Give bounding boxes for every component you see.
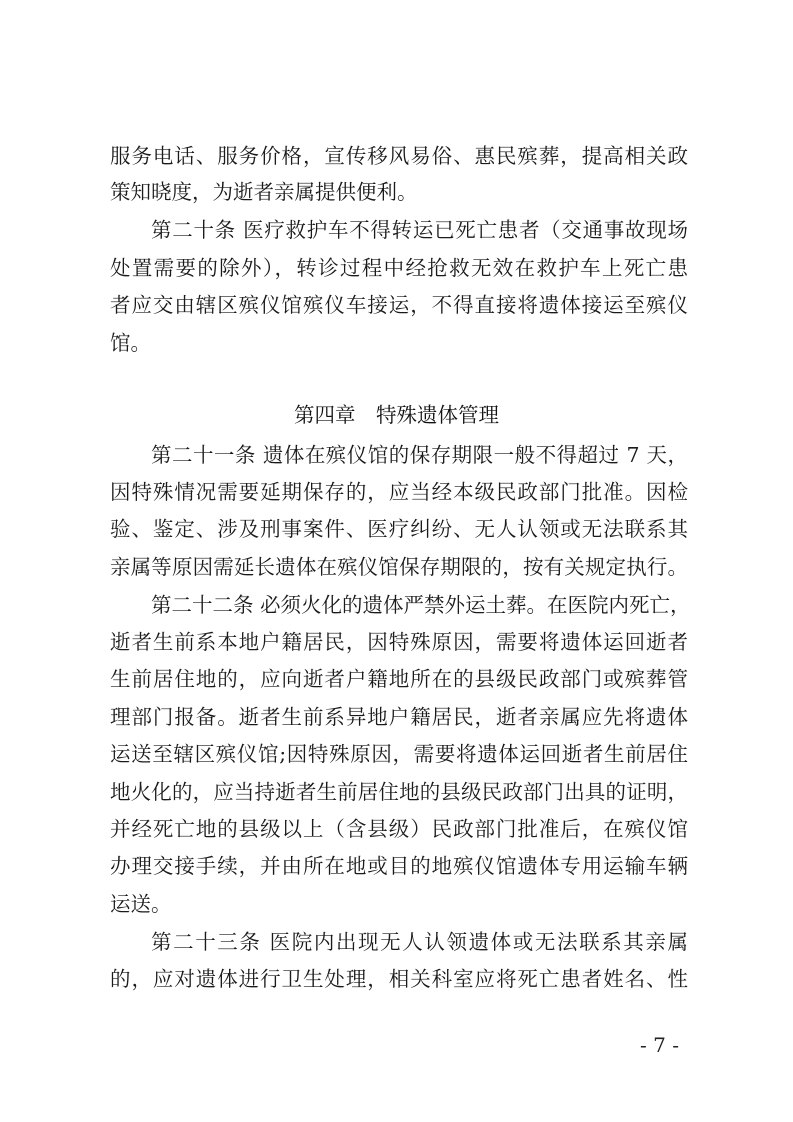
article-20-line: 第二十条 医疗救护车不得转运已死亡患者（交通事故现场 bbox=[151, 218, 688, 242]
article-22-line: 第二十二条 必须火化的遗体严禁外运土葬。在医院内死亡， bbox=[151, 593, 691, 617]
body-line: 生前居住地的，应向逝者户籍地所在的县级民政部门或殡葬管 bbox=[110, 667, 688, 691]
body-line: 逝者生前系本地户籍居民，因特殊原因，需要将遗体运回逝者 bbox=[110, 630, 688, 654]
article-23-line: 第二十三条 医院内出现无人认领遗体或无法联系其亲属 bbox=[151, 930, 688, 954]
body-line: 办理交接手续，并由所在地或目的地殡仪馆遗体专用运输车辆 bbox=[110, 854, 688, 878]
body-line: 的，应对遗体进行卫生处理，相关科室应将死亡患者姓名、性 bbox=[110, 967, 688, 991]
body-line: 处置需要的除外），转诊过程中经抢救无效在救护车上死亡患 bbox=[110, 256, 688, 280]
page-number: - 7 - bbox=[640, 1033, 679, 1057]
chapter-heading: 第四章 特殊遗体管理 bbox=[294, 403, 499, 427]
body-line: 策知晓度，为逝者亲属提供便利。 bbox=[110, 180, 418, 204]
body-line: 馆。 bbox=[110, 331, 151, 355]
body-line: 运送至辖区殡仪馆;因特殊原因，需要将遗体运回逝者生前居住 bbox=[110, 742, 688, 766]
body-line: 验、鉴定、涉及刑事案件、医疗纠纷、无人认领或无法联系其 bbox=[110, 517, 688, 541]
body-line: 服务电话、服务价格，宣传移风易俗、惠民殡葬，提高相关政 bbox=[110, 144, 688, 168]
body-line: 运送。 bbox=[110, 892, 172, 916]
body-line: 者应交由辖区殡仪馆殡仪车接运，不得直接将遗体接运至殡仪 bbox=[110, 293, 688, 317]
body-line: 亲属等原因需延长遗体在殡仪馆保存期限的，按有关规定执行。 bbox=[110, 555, 688, 579]
body-line: 地火化的，应当持逝者生前居住地的县级民政部门出具的证明， bbox=[110, 780, 688, 804]
article-21-line: 第二十一条 遗体在殡仪馆的保存期限一般不得超过 7 天， bbox=[151, 443, 688, 467]
body-line: 并经死亡地的县级以上（含县级）民政部门批准后，在殡仪馆 bbox=[110, 817, 688, 841]
body-line: 理部门报备。逝者生前系异地户籍居民，逝者亲属应先将遗体 bbox=[110, 705, 688, 729]
body-line: 因特殊情况需要延期保存的，应当经本级民政部门批准。因检 bbox=[110, 480, 688, 504]
